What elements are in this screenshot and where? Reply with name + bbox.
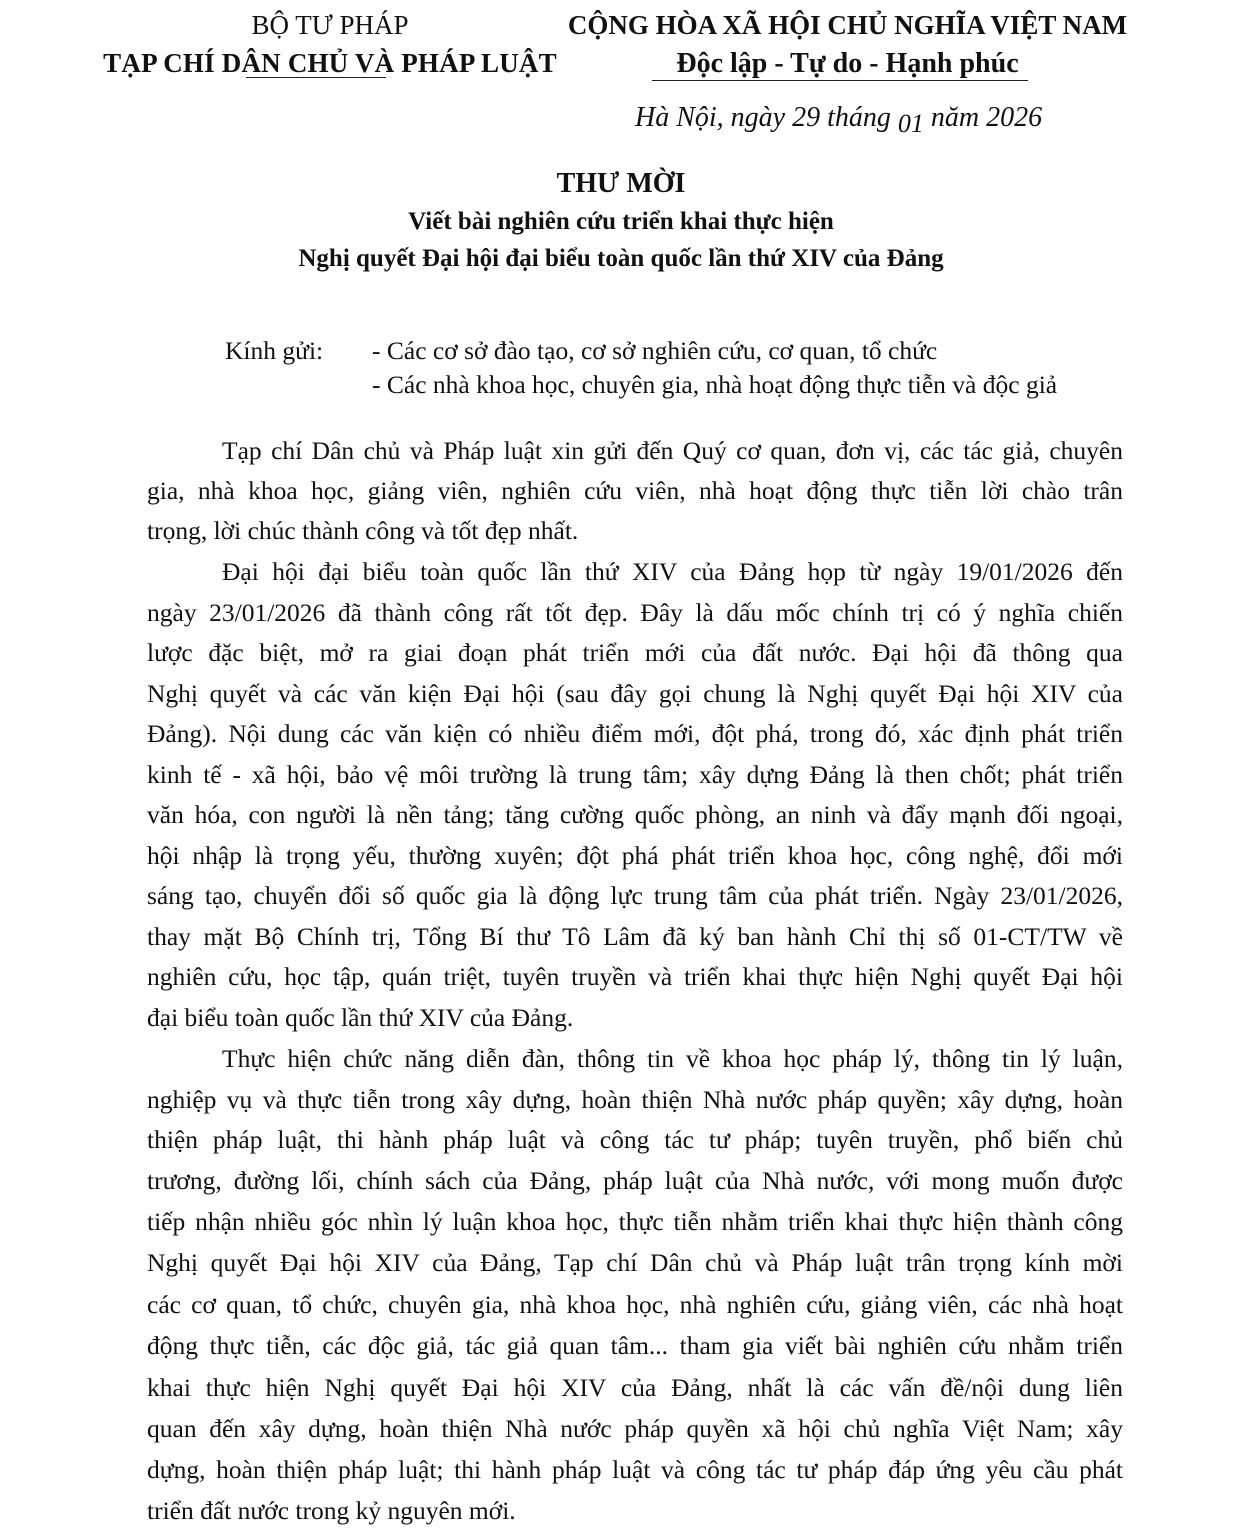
text-line: tiếp nhận nhiều góc nhìn lý luận khoa học, thực tiễn nhằm triển khai thực hiện thành công [147, 1207, 1123, 1236]
text-line: gia, nhà khoa học, giảng viên, nghiên cứu viên, nhà hoạt động thực tiễn lời chào trân [147, 476, 1123, 505]
recipient-item: - Các cơ sở đào tạo, cơ sở nghiên cứu, cơ quan, tổ chức [372, 336, 938, 365]
text-line: kinh tế - xã hội, bảo vệ môi trường là trung tâm; xây dựng Đảng là then chốt; phát triển [147, 760, 1123, 789]
text-line: Nghị quyết Đại hội XIV của Đảng, Tạp chí Dân chủ và Pháp luật trân trọng kính mời [147, 1248, 1123, 1277]
journal-name: TẠP CHÍ DÂN CHỦ VÀ PHÁP LUẬT [103, 48, 557, 78]
document-date [635, 98, 1042, 138]
text-line: các cơ quan, tổ chức, chuyên gia, nhà khoa học, nhà nghiên cứu, giảng viên, các nhà hoạt [147, 1290, 1123, 1319]
letterhead-right [555, 6, 1140, 84]
text-line: sáng tạo, chuyển đổi số quốc gia là động lực trung tâm của phát triển. Ngày 23/01/2026, [147, 881, 1123, 910]
text-line: Đại hội đại biểu toàn quốc lần thứ XIV của Đảng họp từ ngày 19/01/2026 đến [222, 557, 1123, 586]
journal-underline-divider [246, 77, 386, 78]
text-line: nghiệp vụ và thực tiễn trong xây dựng, hoàn thiện Nhà nước pháp quyền; xây dựng, hoàn [147, 1085, 1123, 1114]
text-line: khai thực hiện Nghị quyết Đại hội XIV của Đảng, nhất là các vấn đề/nội dung liên [147, 1373, 1123, 1402]
text-line: trọng, lời chúc thành công và tốt đẹp nhất. [147, 516, 579, 545]
text-line: Thực hiện chức năng diễn đàn, thông tin về khoa học pháp lý, thông tin lý luận, [222, 1044, 1123, 1073]
date-month: 01 [897, 109, 924, 138]
recipient-item: - Các nhà khoa học, chuyên gia, nhà hoạt động thực tiễn và độc giả [372, 370, 1058, 399]
country-name: CỘNG HÒA XÃ HỘI CHỦ NGHĨA VIỆT NAM [567, 10, 1128, 40]
text-line: nghiên cứu, học tập, quán triệt, tuyên truyền và triển khai thực hiện Nghị quyết Đại hội [147, 962, 1123, 991]
text-line: Tạp chí Dân chủ và Pháp luật xin gửi đến Quý cơ quan, đơn vị, các tác giả, chuyên [222, 436, 1123, 465]
date-day: 29 [792, 102, 821, 133]
text-line: động thực tiễn, các độc giả, tác giả quan tâm... tham gia viết bài nghiên cứu nhằm triển [147, 1331, 1123, 1360]
letterhead-left [60, 6, 600, 82]
text-line: Nghị quyết và các văn kiện Đại hội (sau đây gọi chung là Nghị quyết Đại hội XIV của [147, 679, 1123, 708]
text-line: thay mặt Bộ Chính trị, Tổng Bí thư Tô Lâm đã ký ban hành Chỉ thị số 01-CT/TW về [147, 922, 1123, 951]
text-line: ngày 23/01/2026 đã thành công rất tốt đẹp. Đây là dấu mốc chính trị có ý nghĩa chiến [147, 598, 1123, 627]
text-line: lược đặc biệt, mở ra giai đoạn phát triển mới của đất nước. Đại hội đã thông qua [147, 638, 1123, 667]
date-month-label: tháng [827, 102, 898, 133]
text-line: dựng, hoàn thiện pháp luật; thi hành pháp luật và công tác tư pháp đáp ứng yêu cầu phát [147, 1455, 1123, 1484]
ministry-name: BỘ TƯ PHÁP [251, 10, 409, 40]
text-line: Đảng). Nội dung các văn kiện có nhiều điểm mới, đột phá, trong đó, xác định phát triển [147, 719, 1123, 748]
national-motto: Độc lập - Tự do - Hạnh phúc [676, 48, 1019, 79]
text-line: văn hóa, con người là nền tảng; tăng cường quốc phòng, an ninh và đẩy mạnh đối ngoại, [147, 800, 1123, 829]
document-title: THƯ MỜI [556, 168, 686, 199]
motto-underline-divider [652, 80, 1028, 81]
recipients-label: Kính gửi: [225, 336, 324, 365]
text-line: hội nhập là trọng yếu, thường xuyên; đột phá phát triển khoa học, công nghệ, đổi mới [147, 841, 1123, 870]
date-year: năm 2026 [930, 102, 1043, 133]
text-line: đại biểu toàn quốc lần thứ XIV của Đảng. [147, 1003, 574, 1032]
text-line: quan đến xây dựng, hoàn thiện Nhà nước pháp quyền xã hội chủ nghĩa Việt Nam; xây [147, 1414, 1123, 1443]
text-line: thiện pháp luật, thi hành pháp luật và công tác tư pháp; tuyên truyền, phổ biến chủ [147, 1125, 1123, 1154]
text-line: triển đất nước trong kỷ nguyên mới. [147, 1496, 516, 1525]
date-prefix: Hà Nội, ngày [635, 102, 793, 133]
text-line: trương, đường lối, chính sách của Đảng, pháp luật của Nhà nước, với mong muốn được [147, 1166, 1123, 1195]
document-subtitle-1: Viết bài nghiên cứu triển khai thực hiện [408, 208, 834, 235]
document-subtitle-2: Nghị quyết Đại hội đại biểu toàn quốc lần thứ XIV của Đảng [298, 245, 944, 272]
